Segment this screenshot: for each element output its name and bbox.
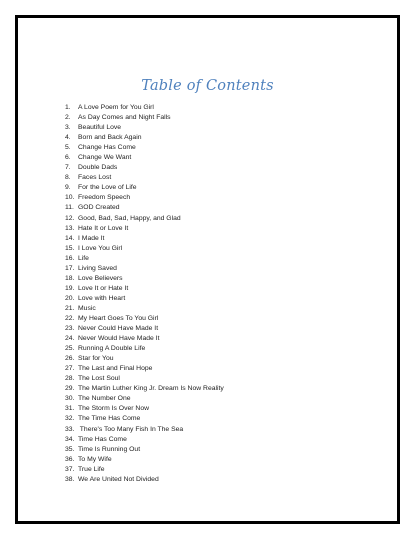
toc-entry-title: A Love Poem for You Girl — [78, 104, 154, 111]
toc-entry-title: My Heart Goes To You Girl — [78, 314, 159, 322]
toc-entry-number: 12. — [65, 214, 75, 222]
toc-entry-title: Love with Heart — [78, 294, 126, 302]
toc-entry — [65, 163, 224, 173]
toc-entry-number: 16. — [65, 254, 75, 262]
toc-entry — [65, 435, 224, 445]
toc-entry — [65, 344, 224, 354]
toc-entry-title: To My Wife — [78, 455, 112, 463]
toc-list — [65, 103, 224, 485]
toc-entry-title: Double Dads — [78, 164, 118, 172]
toc-entry — [65, 284, 224, 294]
toc-entry — [65, 123, 224, 133]
toc-entry-title: I Made It — [78, 234, 105, 242]
toc-entry-number: 9. — [65, 184, 71, 192]
toc-entry-number: 37. — [65, 465, 75, 473]
page-frame — [15, 15, 400, 524]
toc-entry-number: 38. — [65, 475, 75, 483]
toc-entry — [65, 394, 224, 404]
toc-entry-number: 7. — [65, 164, 71, 172]
toc-entry-title: Change Has Come — [78, 144, 136, 152]
toc-entry — [65, 153, 224, 163]
toc-entry — [65, 425, 224, 435]
toc-entry-title: Never Could Have Made It — [78, 325, 159, 333]
toc-entry — [65, 354, 224, 364]
toc-entry-title: Love Believers — [78, 274, 123, 282]
toc-entry-number: 31. — [65, 405, 75, 413]
toc-entry — [65, 183, 224, 193]
toc-entry — [65, 475, 224, 485]
toc-entry-number: 29. — [65, 385, 75, 393]
toc-entry — [65, 234, 224, 244]
toc-entry-title: For the Love of Life — [78, 184, 137, 192]
toc-entry-title: I Love You Girl — [78, 244, 123, 252]
toc-entry-number: 20. — [65, 294, 75, 302]
toc-entry — [65, 193, 224, 203]
toc-entry — [65, 465, 224, 475]
toc-entry — [65, 113, 224, 123]
toc-entry-number: 2. — [65, 114, 71, 122]
toc-entry-number: 28. — [65, 375, 75, 383]
toc-entry-number: 21. — [65, 304, 75, 312]
toc-entry — [65, 334, 224, 344]
toc-entry — [65, 445, 224, 455]
toc-entry — [65, 414, 224, 424]
toc-entry — [65, 364, 224, 374]
toc-entry-number: 17. — [65, 264, 75, 272]
toc-entry-title: We Are United Not Divided — [78, 475, 159, 483]
toc-entry-number: 18. — [65, 274, 75, 282]
toc-entry-title: The Number One — [78, 395, 131, 403]
toc-entry-title: Star for You — [78, 355, 114, 363]
toc-entry-title: Living Saved — [78, 264, 117, 272]
toc-entry — [65, 324, 224, 334]
toc-entry-title: The Time Has Come — [78, 415, 141, 423]
toc-entry-title: GOD Created — [78, 204, 120, 212]
toc-entry — [65, 294, 224, 304]
toc-entry — [65, 214, 224, 224]
toc-entry — [65, 314, 224, 324]
toc-entry-title: Life — [78, 254, 89, 262]
toc-entry-number: 22. — [65, 314, 75, 322]
toc-entry-title: Love It or Hate It — [78, 284, 129, 292]
toc-entry-number: 30. — [65, 395, 75, 403]
toc-entry-number: 23. — [65, 325, 75, 333]
toc-entry-title: The Storm Is Over Now — [78, 405, 150, 413]
toc-entry-title: Beautiful Love — [78, 124, 122, 132]
toc-entry — [65, 304, 224, 314]
toc-entry-number: 24. — [65, 335, 75, 343]
toc-entry — [65, 173, 224, 183]
toc-entry-number: 27. — [65, 365, 75, 373]
toc-entry — [65, 103, 224, 113]
toc-entry-number: 26. — [65, 355, 75, 363]
toc-entry-title: Faces Lost — [78, 174, 112, 182]
toc-entry-title: Time Is Running Out — [78, 445, 141, 453]
toc-entry-title: Good, Bad, Sad, Happy, and Glad — [78, 214, 181, 222]
toc-entry-number: 11. — [65, 204, 74, 212]
toc-entry-number: 34. — [65, 435, 75, 443]
toc-entry — [65, 264, 224, 274]
toc-entry-number: 13. — [65, 224, 75, 232]
toc-entry — [65, 133, 224, 143]
toc-entry-title: Freedom Speech — [78, 194, 131, 202]
toc-entry-number: 32. — [65, 415, 75, 423]
toc-entry-number: 3. — [65, 124, 71, 132]
toc-entry-title: There's Too Many Fish In The Sea — [78, 425, 184, 433]
toc-entry-number: 14. — [65, 234, 75, 242]
toc-entry — [65, 384, 224, 394]
toc-entry — [65, 404, 224, 414]
toc-entry-number: 36. — [65, 455, 75, 463]
toc-entry — [65, 203, 224, 213]
toc-entry — [65, 224, 224, 234]
toc-entry-title: Running A Double Life — [78, 345, 146, 353]
toc-entry — [65, 143, 224, 153]
toc-entry-number: 33. — [65, 425, 75, 433]
toc-entry-number: 25. — [65, 345, 75, 353]
toc-entry-number: 35. — [65, 445, 75, 453]
toc-entry-number: 19. — [65, 284, 75, 292]
toc-entry — [65, 244, 224, 254]
toc-entry-number: 8. — [65, 174, 71, 182]
toc-entry-title: Hate It or Love It — [78, 224, 129, 232]
toc-entry — [65, 274, 224, 284]
toc-entry-title: As Day Comes and Night Falls — [78, 114, 171, 122]
toc-entry-number: 10. — [65, 194, 75, 202]
toc-entry-title: The Lost Soul — [78, 375, 120, 383]
toc-entry — [65, 254, 224, 264]
toc-entry-title: The Martin Luther King Jr. Dream Is Now Reality — [78, 385, 224, 393]
toc-entry-title: Change We Want — [78, 154, 132, 162]
toc-entry-number: 6. — [65, 154, 71, 162]
toc-entry-title: The Last and Final Hope — [78, 365, 153, 373]
toc-entry-number: 5. — [65, 144, 71, 152]
page-title: Table of Contents — [141, 78, 274, 94]
toc-entry-number: 4. — [65, 134, 71, 142]
toc-entry — [65, 455, 224, 465]
toc-entry-title: Music — [78, 304, 96, 312]
toc-entry-number: 1. — [65, 104, 71, 111]
toc-entry-title: True Life — [78, 465, 105, 473]
toc-entry-title: Time Has Come — [78, 435, 127, 443]
toc-entry-number: 15. — [65, 244, 75, 252]
toc-entry-title: Never Would Have Made It — [78, 335, 160, 343]
toc-entry — [65, 374, 224, 384]
toc-entry-title: Born and Back Again — [78, 134, 142, 142]
